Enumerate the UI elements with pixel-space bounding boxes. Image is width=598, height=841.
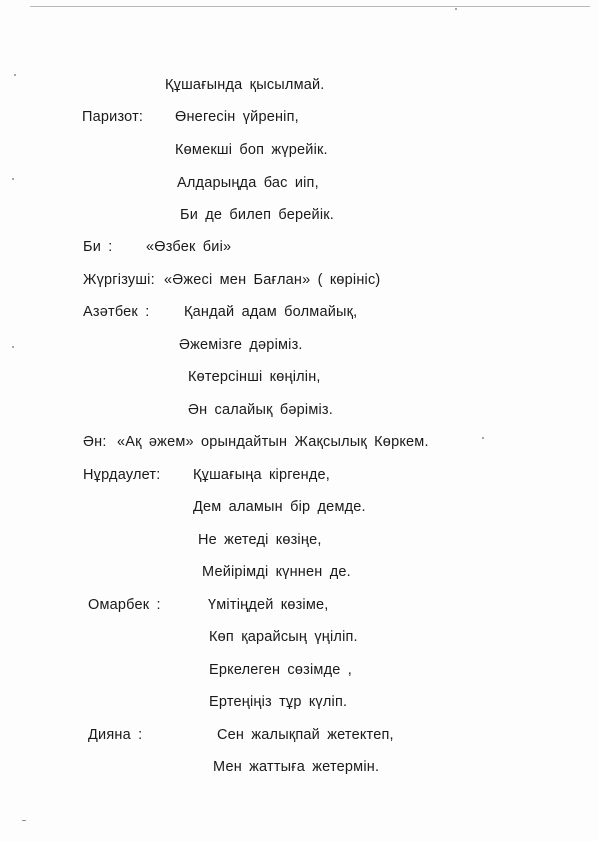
line-text: Ән салайық бәріміз. (188, 402, 334, 418)
speaker-label: Би : (83, 239, 113, 255)
speaker-label: Дияна : (88, 727, 143, 743)
line-text: Көтерсінші көңілін, (188, 369, 321, 385)
line-text: Ертеңіңіз тұр күліп. (209, 694, 348, 710)
scan-speck (22, 820, 26, 821)
speaker-label: Нұрдаулет: (83, 467, 161, 483)
scan-speck (455, 8, 457, 10)
speaker-label: Азәтбек : (83, 304, 150, 320)
speaker-label: Омарбек : (88, 597, 161, 613)
line-text: Би де билеп берейік. (180, 207, 335, 223)
line-text: Өнегесін үйреніп, (175, 109, 299, 125)
scan-speck (12, 178, 14, 180)
speaker-label: Паризот: (82, 109, 144, 125)
line-text: «Әжесі мен Бағлан» ( көрініс) (164, 272, 381, 288)
line-text: Көп қарайсың үңіліп. (209, 629, 358, 645)
line-text: «Өзбек биі» (146, 239, 232, 255)
line-text: Еркелеген сөзімде , (209, 662, 352, 678)
scan-speck (14, 74, 16, 76)
line-text: Мен жаттыға жетермін. (213, 759, 380, 775)
line-text: Сен жалықпай жетектеп, (217, 727, 394, 743)
scan-speck (482, 437, 484, 439)
line-text: Үмітіңдей көзіме, (208, 597, 329, 613)
speaker-label: Ән: (83, 434, 107, 450)
speaker-label: Жүргізуші: (83, 272, 155, 288)
line-text: Мейірімді күннен де. (202, 564, 351, 580)
page-top-edge-line (30, 6, 590, 7)
line-text: Құшағыңа кіргенде, (193, 467, 331, 483)
line-text: Алдарыңда бас иіп, (177, 175, 319, 191)
scan-speck (12, 346, 14, 348)
line-text: Құшағында қысылмай. (165, 77, 325, 93)
line-text: Қандай адам болмайық, (184, 304, 358, 320)
line-text: «Ақ әжем» орындайтын Жақсылық Көркем. (117, 434, 429, 450)
line-text: Көмекші боп жүрейік. (175, 142, 328, 158)
line-text: Әжемізге дәріміз. (179, 337, 303, 353)
line-text: Дем аламын бір демде. (193, 499, 366, 515)
line-text: Не жетеді көзіңе, (198, 532, 322, 548)
